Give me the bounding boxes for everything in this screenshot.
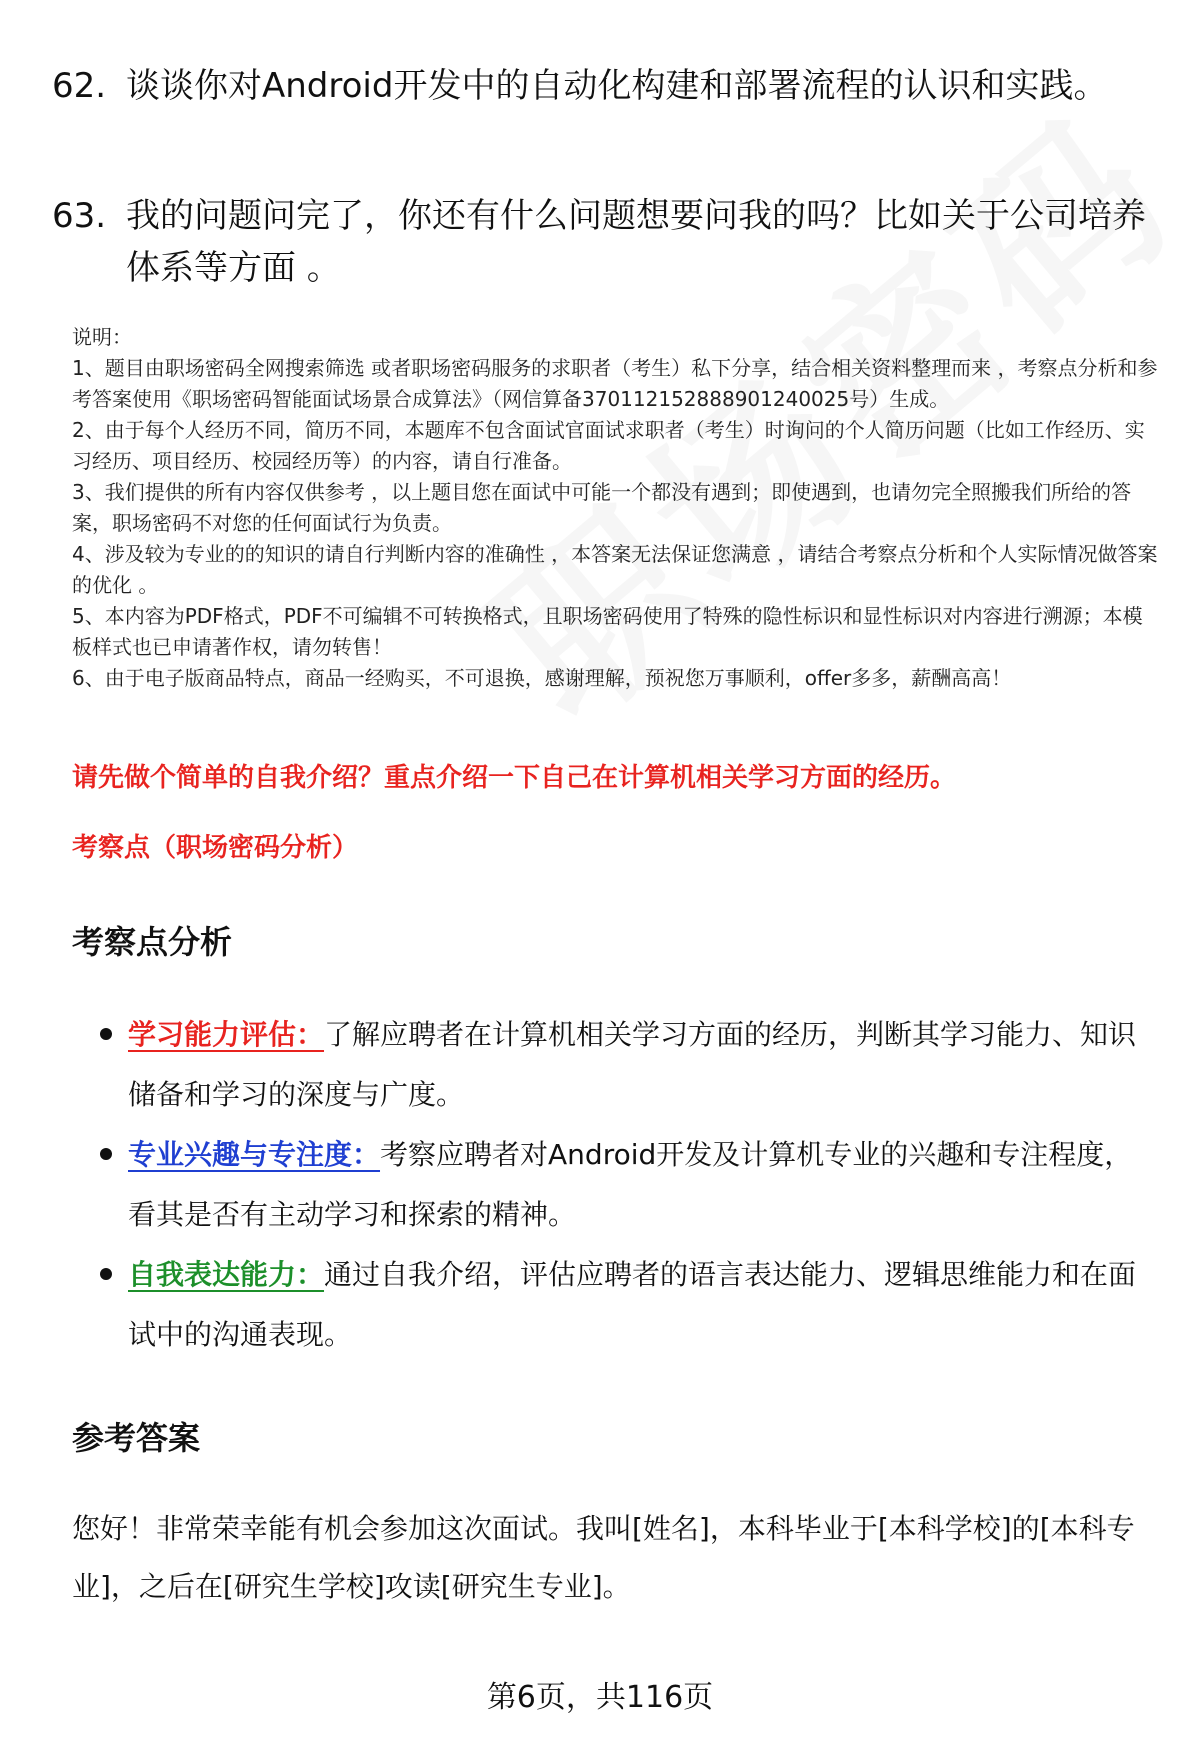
bullet-text: 通过自我介绍，评估应聘者的语言表达能力、逻辑思维能力和在面试中的沟通表现。 [128, 1258, 1137, 1351]
question-63 [52, 190, 1152, 294]
analysis-bullet-list [72, 1005, 1152, 1365]
note-item: 4、涉及较为专业的的知识的请自行判断内容的准确性 ，本答案无法保证您满意 ，请结合考察点分析和个人实际情况做答案的优化 。 [72, 542, 1158, 597]
note-item: 2、由于每个人经历不同，简历不同，本题库不包含面试官面试求职者（考生）时询问的个人简历问题（比如工作经历、实习经历、项目经历、校园经历等）的内容，请自行准备。 [72, 418, 1145, 473]
question-62 [52, 60, 1152, 112]
bullet-keyword: 自我表达能力： [128, 1258, 325, 1291]
bullet-dot-icon [100, 1028, 112, 1040]
bullet-keyword: 学习能力评估： [128, 1018, 325, 1051]
answer-section-heading: 参考答案 [72, 1419, 201, 1457]
bullet-text: 了解应聘者在计算机相关学习方面的经历，判断其学习能力、知识储备和学习的深度与广度。 [128, 1018, 1137, 1111]
question-number: 63. [52, 196, 107, 236]
bullet-item [72, 1125, 1152, 1245]
notes-title: 说明： [72, 325, 132, 349]
note-item: 5、本内容为PDF格式，PDF不可编辑不可转换格式，且职场密码使用了特殊的隐性标识和显性标识对内容进行溯源；本模板样式也已申请著作权，请勿转售！ [72, 604, 1143, 659]
answer-text: 您好！非常荣幸能有机会参加这次面试。我叫[姓名]，本科毕业于[本科学校]的[本科专业]，之后在[研究生学校]攻读[研究生专业]。 [72, 1512, 1135, 1603]
note-item: 1、题目由职场密码全网搜索筛选 或者职场密码服务的求职者（考生）私下分享，结合相关资料整理而来 ，考察点分析和参考答案使用《职场密码智能面试场景合成算法》（网信算备370112152888901240025号）生成。 [72, 356, 1158, 411]
bullet-dot-icon [100, 1268, 112, 1280]
question-text: 谈谈你对Android开发中的自动化构建和部署流程的认识和实践。 [126, 66, 1108, 106]
note-item: 3、我们提供的所有内容仅供参考 ，以上题目您在面试中可能一个都没有遇到；即使遇到，也请勿完全照搬我们所给的答案，职场密码不对您的任何面试行为负责。 [72, 480, 1132, 535]
analysis-source-heading: 考察点（职场密码分析） [72, 833, 359, 863]
bullet-item [72, 1245, 1152, 1365]
bullet-item [72, 1005, 1152, 1125]
note-item: 6、由于电子版商品特点，商品一经购买，不可退换，感谢理解，预祝您万事顺利，offer多多，薪酬高高！ [72, 666, 1012, 690]
analysis-section-heading: 考察点分析 [72, 923, 233, 961]
bullet-text: 考察应聘者对Android开发及计算机专业的兴趣和专注程度，看其是否有主动学习和探索的精神。 [128, 1138, 1133, 1231]
notes-block [72, 322, 1162, 694]
bullet-keyword: 专业兴趣与专注度： [128, 1138, 381, 1171]
bullet-dot-icon [100, 1148, 112, 1160]
interview-question-heading: 请先做个简单的自我介绍？重点介绍一下自己在计算机相关学习方面的经历。 [72, 763, 957, 793]
question-text: 我的问题问完了，你还有什么问题想要问我的吗？比如关于公司培养体系等方面 。 [126, 196, 1146, 288]
question-number: 62. [52, 66, 107, 106]
page-footer: 第6页，共116页 [486, 1680, 714, 1715]
